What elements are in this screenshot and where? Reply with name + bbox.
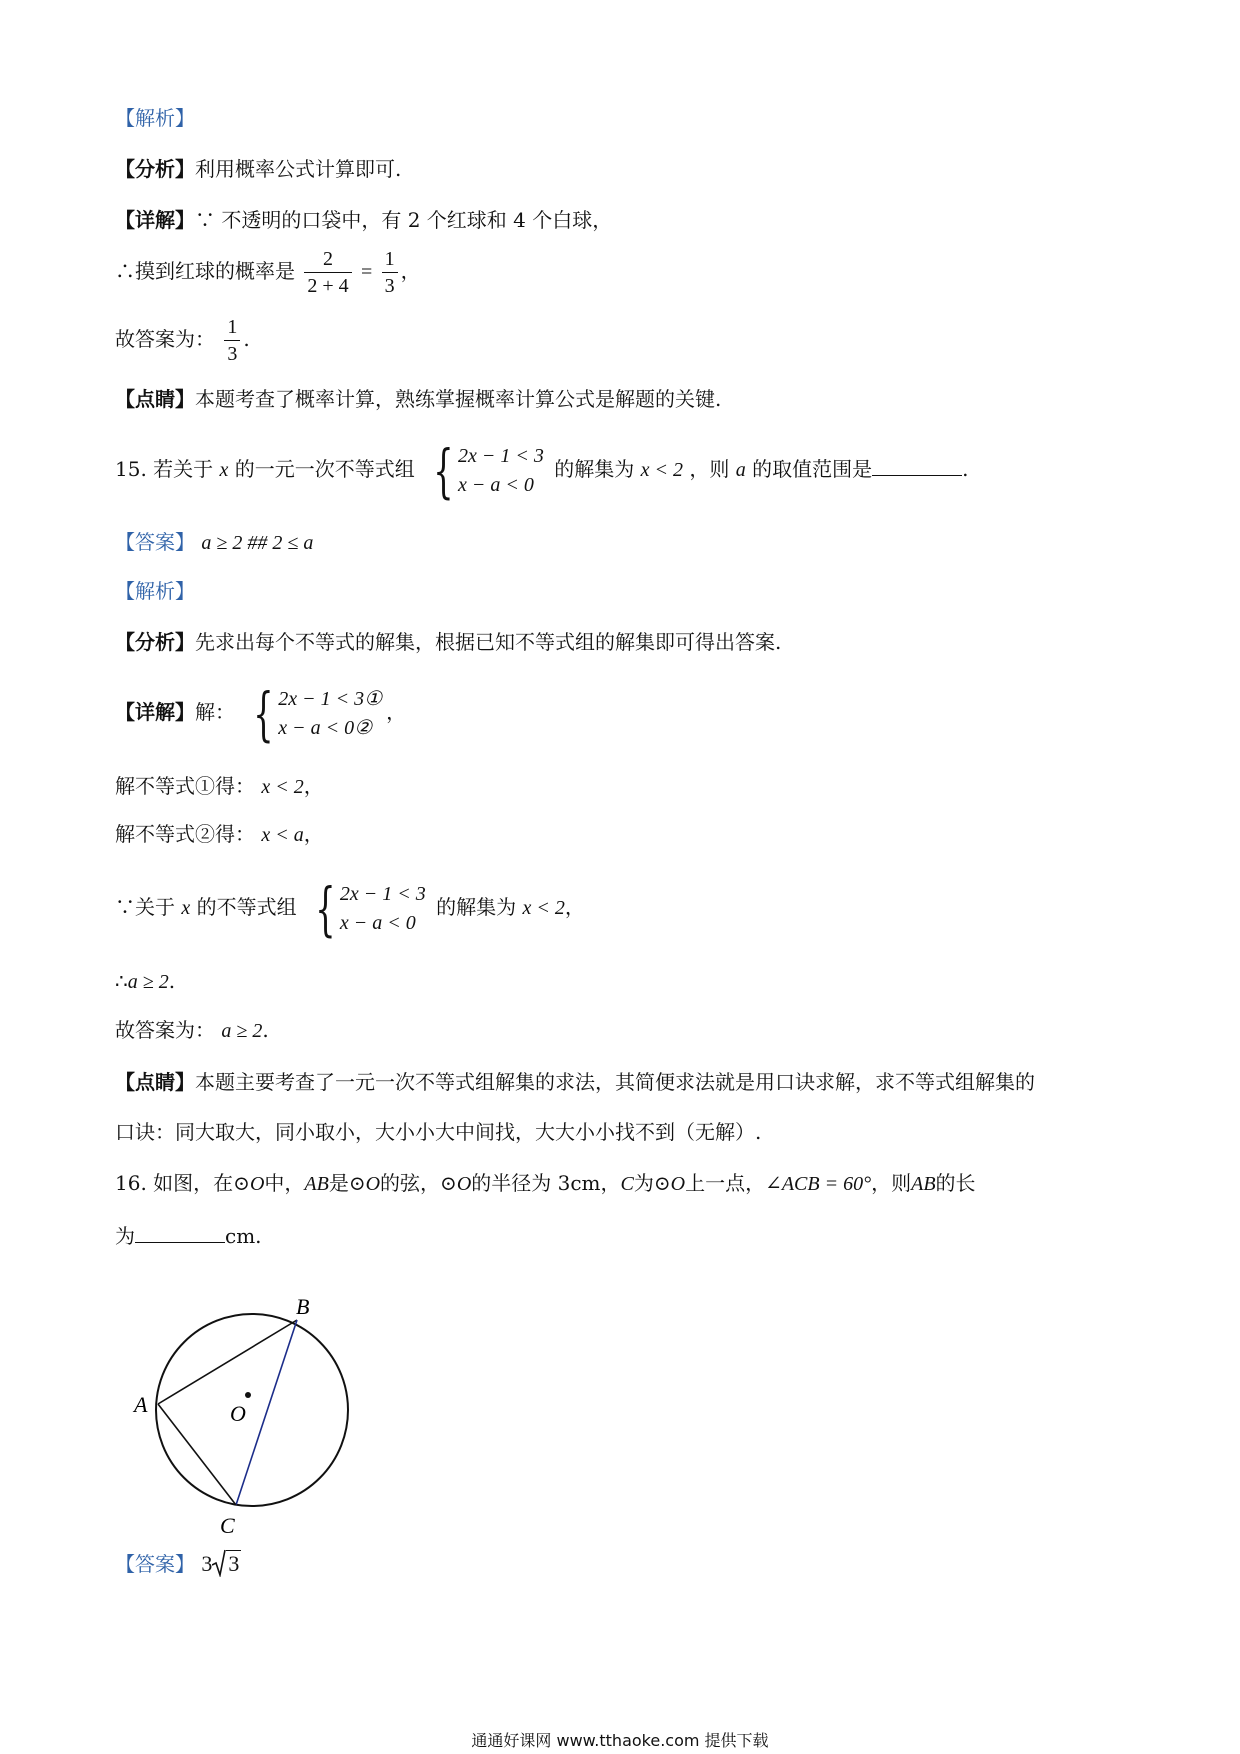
answer-fraction bbox=[224, 314, 240, 367]
q15-answer-line bbox=[115, 528, 313, 557]
step-2-math: x < a bbox=[261, 824, 304, 846]
sqrt-sign bbox=[212, 1549, 226, 1577]
answer-tag: 【答案】 bbox=[115, 1552, 195, 1576]
therefore-end: . bbox=[168, 969, 176, 993]
analysis-line bbox=[115, 155, 401, 183]
answer-suffix: . bbox=[243, 327, 250, 351]
system-row-1: 2x − 1 < 3① bbox=[278, 687, 383, 710]
answer-tag: 【答案】 bbox=[115, 530, 195, 554]
q16-text-h: ，则 bbox=[871, 1171, 912, 1195]
q16-text-f: 为 bbox=[633, 1171, 654, 1195]
fraction-numerator: 2 bbox=[323, 248, 333, 270]
circle-figure bbox=[120, 1280, 380, 1540]
question-16-line-1 bbox=[115, 1169, 976, 1198]
detail-text: 解： bbox=[195, 700, 235, 724]
analysis-tag: 【分析】 bbox=[115, 157, 195, 181]
fraction-numerator: 1 bbox=[384, 248, 395, 270]
system-row-2: x − a < 0 bbox=[458, 473, 534, 496]
probability-suffix: ， bbox=[400, 259, 421, 283]
step-1-math: x < 2 bbox=[261, 776, 304, 798]
var-o: O bbox=[456, 1173, 472, 1195]
question-number: 16. bbox=[115, 1171, 147, 1195]
q16-line2-a: 为 bbox=[115, 1224, 135, 1248]
since-end: ， bbox=[564, 895, 585, 919]
equals-sign: = bbox=[361, 261, 373, 283]
detail-line bbox=[115, 679, 407, 748]
circle-symbol: ⊙ bbox=[440, 1171, 457, 1195]
comment-tag: 【点睛】 bbox=[115, 1070, 195, 1094]
answer-math: a ≥ 2 bbox=[221, 1020, 263, 1042]
probability-prefix: ∴摸到红球的概率是 bbox=[115, 259, 295, 283]
var-x: x bbox=[219, 459, 229, 481]
q16-text-d: 的弦， bbox=[380, 1171, 441, 1195]
label-b: B bbox=[296, 1294, 310, 1319]
answer-line bbox=[115, 311, 250, 367]
var-o: O bbox=[249, 1173, 265, 1195]
comment-line-2: 口诀：同大取大，同小取小，大小小大中间找，大大小小找不到（无解）. bbox=[115, 1120, 762, 1144]
system-row-2: x − a < 0② bbox=[278, 716, 373, 739]
answer-radicand: 3 bbox=[228, 1551, 240, 1576]
answer-end: . bbox=[262, 1018, 269, 1042]
analysis-line bbox=[115, 628, 781, 656]
jiexi-heading: 【解析】 bbox=[115, 579, 195, 603]
question-16-line-2 bbox=[115, 1222, 262, 1250]
answer-blank bbox=[872, 455, 962, 476]
q16-text-e: 的半径为 3cm， bbox=[471, 1171, 621, 1195]
page-footer: 通通好课网 www.tthaoke.com 提供下载 bbox=[471, 1731, 769, 1750]
inequality-system-numbered bbox=[245, 679, 383, 748]
since-b: 的不等式组 bbox=[196, 895, 297, 919]
detail-line bbox=[115, 206, 612, 234]
probability-line bbox=[115, 243, 421, 300]
left-brace: { bbox=[253, 679, 274, 748]
fraction-1-over-3 bbox=[382, 246, 398, 299]
answer-blank bbox=[135, 1222, 225, 1243]
fraction-denominator: 2 + 4 bbox=[304, 272, 351, 299]
var-o: O bbox=[365, 1173, 381, 1195]
system-row-1: 2x − 1 < 3 bbox=[339, 882, 426, 905]
since-line bbox=[115, 874, 585, 943]
step-1-end: ， bbox=[303, 774, 324, 798]
var-ab: AB bbox=[304, 1173, 329, 1195]
comment-line-1 bbox=[115, 1068, 1035, 1096]
answer-value: a ≥ 2 ## 2 ≤ a bbox=[201, 532, 314, 554]
label-o: O bbox=[230, 1401, 246, 1426]
system-suffix: ， bbox=[386, 700, 407, 724]
var-c: C bbox=[620, 1173, 634, 1195]
since-a: ∵关于 bbox=[115, 895, 175, 919]
analysis-tag: 【分析】 bbox=[115, 630, 195, 654]
therefore-line bbox=[115, 967, 175, 996]
circle-symbol: ⊙ bbox=[233, 1171, 250, 1195]
q15-text-f: . bbox=[962, 457, 969, 481]
q15-text-b: 的一元一次不等式组 bbox=[234, 457, 415, 481]
condition: x < 2 bbox=[640, 459, 684, 481]
fraction-2-over-6 bbox=[304, 246, 351, 299]
q15-text-a: 若关于 bbox=[153, 457, 214, 481]
therefore-symbol: ∴ bbox=[115, 969, 128, 993]
since-math: x < 2 bbox=[522, 897, 565, 919]
analysis-text: 先求出每个不等式的解集，根据已知不等式组的解集即可得出答案. bbox=[195, 630, 782, 654]
question-15 bbox=[115, 436, 969, 505]
chord-ab bbox=[158, 1320, 297, 1404]
system-row-1: 2x − 1 < 3 bbox=[458, 444, 544, 467]
system-row-2: x − a < 0 bbox=[339, 911, 416, 934]
fraction-denominator: 3 bbox=[224, 340, 240, 367]
q15-text-c: 的解集为 bbox=[554, 457, 635, 481]
var-a: a bbox=[735, 459, 746, 481]
q16-text-b: 中， bbox=[264, 1171, 305, 1195]
q16-text-g: 上一点， bbox=[685, 1171, 766, 1195]
q16-text-i: 的长 bbox=[935, 1171, 976, 1195]
detail-tag: 【详解】 bbox=[115, 700, 195, 724]
answer-prefix: 故答案为： bbox=[115, 327, 215, 351]
step-2-end: ， bbox=[303, 822, 324, 846]
var-o: O bbox=[670, 1173, 686, 1195]
angle-acb: ∠ACB = 60° bbox=[765, 1173, 872, 1195]
answer-coefficient: 3 bbox=[201, 1551, 213, 1576]
answer-line bbox=[115, 1016, 269, 1045]
circle-o bbox=[156, 1314, 348, 1506]
q16-text-a: 如图，在 bbox=[153, 1171, 234, 1195]
var-x: x bbox=[181, 897, 191, 919]
answer-prefix: 故答案为： bbox=[115, 1018, 215, 1042]
question-number: 15. bbox=[115, 457, 147, 481]
inequality-system bbox=[425, 436, 544, 505]
step-2-text: 解不等式②得： bbox=[115, 822, 255, 846]
var-ab: AB bbox=[911, 1173, 936, 1195]
since-c: 的解集为 bbox=[436, 895, 517, 919]
comment-text: 本题主要考查了一元一次不等式组解集的求法，其简便求法就是用口诀求解，求不等式组解集的 bbox=[195, 1070, 1035, 1094]
inequality-system bbox=[307, 874, 426, 943]
step-1 bbox=[115, 772, 324, 801]
label-c: C bbox=[220, 1513, 235, 1538]
comment-line bbox=[115, 385, 721, 413]
circle-symbol: ⊙ bbox=[653, 1171, 671, 1195]
left-brace: { bbox=[433, 436, 454, 505]
comment-text: 本题考查了概率计算，熟练掌握概率计算公式是解题的关键. bbox=[195, 387, 722, 411]
fraction-numerator: 1 bbox=[227, 316, 238, 338]
therefore-math: a ≥ 2 bbox=[127, 971, 169, 993]
step-2 bbox=[115, 820, 324, 849]
comment-tag: 【点睛】 bbox=[115, 387, 195, 411]
q15-text-d: ，则 bbox=[689, 457, 730, 481]
detail-text: ∵ 不透明的口袋中，有 2 个红球和 4 个白球， bbox=[195, 208, 613, 232]
q16-answer-line bbox=[115, 1546, 241, 1582]
fraction-denominator: 3 bbox=[382, 272, 398, 299]
analysis-text: 利用概率公式计算即可. bbox=[195, 157, 402, 181]
q15-text-e: 的取值范围是 bbox=[752, 457, 873, 481]
step-1-text: 解不等式①得： bbox=[115, 774, 255, 798]
q16-line2-b: cm. bbox=[225, 1224, 262, 1248]
jiexi-heading: 【解析】 bbox=[115, 106, 195, 130]
label-a: A bbox=[134, 1392, 148, 1417]
q16-text-c: 是 bbox=[328, 1171, 349, 1195]
center-point bbox=[245, 1392, 251, 1398]
circle-symbol: ⊙ bbox=[348, 1171, 366, 1195]
left-brace: { bbox=[315, 874, 336, 943]
detail-tag: 【详解】 bbox=[115, 208, 195, 232]
